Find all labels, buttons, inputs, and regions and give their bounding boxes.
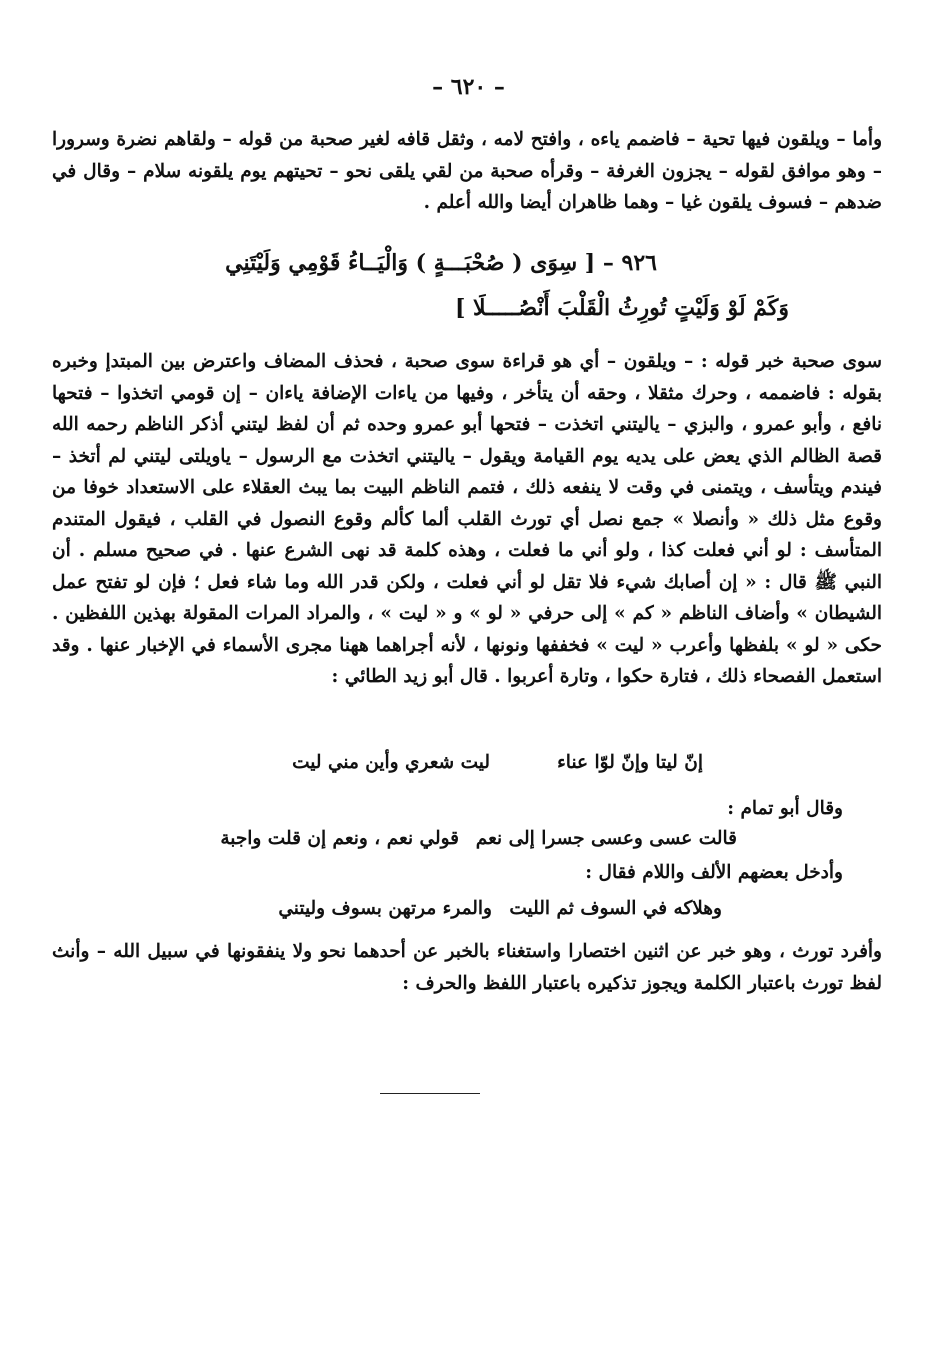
poem-3-intro: وأدخل بعضهم الألف واللام فقال : bbox=[585, 862, 843, 883]
poem-2-right-hemistich: قولي نعم ، ونعم إن قلت واجبة bbox=[220, 828, 459, 849]
paragraph-closing: وأفرد تورث ، وهو خبر عن اثنين اختصارا واستغناء بالخبر عن أحدهما نحو ولا ينفقونها في سبيل الله – وأنث لفظ تورث باعتبار الكلمة ويجوز تذكيره باعتبار اللفظ والحرف : bbox=[52, 941, 882, 994]
footer-divider bbox=[380, 1093, 480, 1094]
verse-line-1: ٩٢٦ – [ سِوَى ( صُحْبَـــةٍ ) وَالْيَــاءُ قَوْمِي وَلَيْتَنِي bbox=[225, 250, 657, 276]
paragraph-commentary: سوى صحبة خبر قوله : – ويلقون – أي هو قراءة سوى صحبة ، فحذف المضاف واعترض بين المبتدإ وخبره بقوله : فاضممه ، وحرك مثقلا ، وحقه أن يتأخر ، وفيها من ياءات الإضافة ياءان – إن قومي اتخذوا – فتحها نافع ، وأبو عمرو ، والبزي – ياليتني اتخذت – فتحها أبو عمرو وحده ثم أن لفظ ليتني أذكر الناظم رحمه الله قصة الظالم الذي يعض على يديه يوم القيامة ويقول – ياليتني اتخذت مع الرسول – ياويلتى ليتني لم أتخذ – فيندم ويتأسف ، ويتمنى في وقت لا ينفعه ذلك ، فتمم الناظم البيت بما يبث العقلاء على الاستعداد خوفا من وقوع مثل ذلك « وأنصلا » جمع نصل أي تورث القلب ألما كألم وقوع النصول في القلب ، فيقول المتندم المتأسف : لو أني فعلت كذا ، ولو أني ما فعلت ، وهذه كلمة قد نهى الشرع عنها . في صحيح مسلم . أن النبي ﷺ قال : « إن أصابك شيء فلا تقل لو أني فعلت ، ولكن قدر الله وما شاء فعل ؛ فإن لو تفتح عمل الشيطان » وأضاف الناظم « كم » إلى حرفي « لو » و « ليت » ، والمراد المرات المقولة بهذين اللفظين . حكى « لو » بلفظها وأعرب « ليت » فخففها ونونها ، لأنه أجراهما ههنا مجرى الأسماء في الإخبار عنها . وقد استعمل الفصحاء ذلك ، فتارة حكوا ، وتارة أعربوا . قال أبو زيد الطائي : bbox=[52, 351, 882, 687]
verse-line-2: وَكَمْ لَوْ وَلَيْتٍ تُورِثُ الْقَلْبَ أَنْصُـــــلَا ] bbox=[454, 295, 789, 321]
poem-3-left-hemistich: وهلاكه في السوف ثم الليت bbox=[509, 898, 722, 919]
poem-1-right-hemistich: ليت شعري وأين مني ليت bbox=[292, 752, 490, 773]
page-number: – ٦٢٠ – bbox=[432, 74, 505, 100]
poem-3-right-hemistich: والمرء مرتهن بسوف وليتني bbox=[278, 898, 492, 919]
paragraph-intro: وأما – ويلقون فيها تحية – فاضمم ياءه ، وافتح لامه ، وثقل قافه لغير صحبة من قوله – ولقاهم نضرة وسرورا – وهو موافق لقوله – يجزون الغرفة – وقرأه صحبة من لقي يلقى نحو – تحيتهم يوم يلقونه سلام – وقال في ضدهم – فسوف يلقون غيا – وهما ظاهران أيضا والله أعلم . bbox=[52, 129, 882, 213]
poem-2-left-hemistich: قالت عسى وعسى جسرا إلى نعم bbox=[475, 828, 737, 849]
poem-1-left-hemistich: إنّ ليتا وإنّ لوّا عناء bbox=[557, 752, 703, 773]
poem-2-intro: وقال أبو تمام : bbox=[727, 798, 843, 819]
